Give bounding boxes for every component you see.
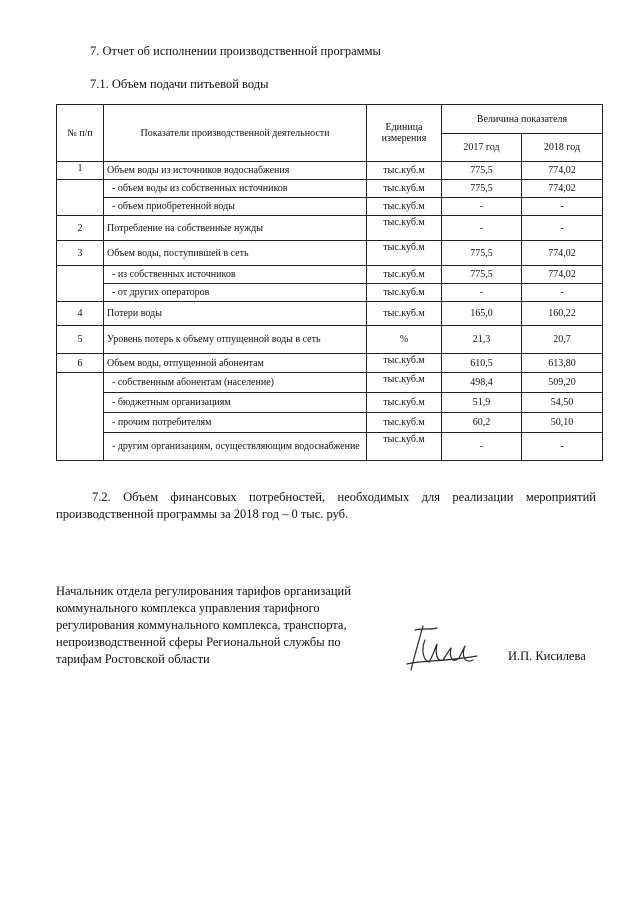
row-indicator: - собственным абонентам (население) [104, 373, 367, 393]
row-number: 2 [57, 216, 104, 241]
row-number: 6 [57, 354, 104, 373]
row-indicator: Объем воды, поступившей в сеть [104, 241, 367, 266]
row-value-2017: 51,9 [442, 393, 522, 413]
row-value-2018: 54,50 [522, 393, 603, 413]
row-value-2017: - [442, 284, 522, 302]
row-value-2017: - [442, 198, 522, 216]
col-header-num: № п/п [57, 105, 104, 162]
table-row [57, 373, 603, 393]
row-indicator: - другим организациям, осуществляющим водоснабжение [104, 433, 367, 461]
row-indicator: - объем приобретенной воды [104, 198, 367, 216]
col-header-indicator: Показатели производственной деятельности [104, 105, 367, 162]
table-row [57, 354, 603, 373]
row-value-2018: 509,20 [522, 373, 603, 393]
row-unit: тыс.куб.м [367, 373, 442, 393]
row-unit: тыс.куб.м [367, 354, 442, 373]
row-unit: тыс.куб.м [367, 302, 442, 326]
table-row [57, 433, 603, 461]
row-value-2018: 774,02 [522, 241, 603, 266]
row-value-2017: 775,5 [442, 266, 522, 284]
row-value-2018: 774,02 [522, 180, 603, 198]
row-indicator: - объем воды из собственных источников [104, 180, 367, 198]
row-number: 5 [57, 326, 104, 354]
row-unit: тыс.куб.м [367, 241, 442, 266]
row-value-2018: 613,80 [522, 354, 603, 373]
row-indicator: - бюджетным организациям [104, 393, 367, 413]
row-value-2017: 60,2 [442, 413, 522, 433]
row-indicator: - от других операторов [104, 284, 367, 302]
table-row [57, 413, 603, 433]
table-row [57, 393, 603, 413]
row-unit: % [367, 326, 442, 354]
row-unit: тыс.куб.м [367, 433, 442, 461]
row-unit: тыс.куб.м [367, 393, 442, 413]
row-number [57, 373, 104, 461]
row-number: 3 [57, 241, 104, 266]
row-indicator: Потери воды [104, 302, 367, 326]
signatory-position: Начальник отдела регулирования тарифов организаций коммунального комплекса управления тарифного регулирования коммунального комплекса, транспорта, непроизводственной сферы Региональной службы по тарифам Ростовской области [56, 584, 351, 666]
col-header-year-2017: 2017 год [442, 134, 522, 162]
row-indicator: Уровень потерь к объему отпущенной воды в сеть [104, 326, 367, 354]
financial-paragraph: 7.2. Объем финансовых потребностей, необходимых для реализации мероприятий производственной программы за 2018 год – 0 тыс. руб. [56, 490, 596, 521]
row-value-2018: - [522, 216, 603, 241]
row-value-2018: 20,7 [522, 326, 603, 354]
row-number [57, 180, 104, 216]
row-unit: тыс.куб.м [367, 266, 442, 284]
col-header-year-2018: 2018 год [522, 134, 603, 162]
row-number: 4 [57, 302, 104, 326]
row-indicator: Потребление на собственные нужды [104, 216, 367, 241]
signatory-name: И.П. Кисилева [508, 649, 586, 663]
subsection-heading: 7.1. Объем подачи питьевой воды [90, 77, 269, 91]
table-row [57, 216, 603, 241]
table-row [57, 162, 603, 180]
row-indicator: - прочим потребителям [104, 413, 367, 433]
row-unit: тыс.куб.м [367, 413, 442, 433]
row-value-2017: 165,0 [442, 302, 522, 326]
col-header-unit: Единица измерения [367, 105, 442, 162]
table-row [57, 198, 603, 216]
row-indicator: Объем воды, отпущенной абонентам [104, 354, 367, 373]
table-row [57, 241, 603, 266]
row-value-2017: 775,5 [442, 180, 522, 198]
row-unit: тыс.куб.м [367, 180, 442, 198]
row-value-2017: 775,5 [442, 241, 522, 266]
row-value-2018: - [522, 198, 603, 216]
row-value-2017: 610,5 [442, 354, 522, 373]
row-unit: тыс.куб.м [367, 216, 442, 241]
row-value-2017: 498,4 [442, 373, 522, 393]
row-value-2017: 775,5 [442, 162, 522, 180]
row-value-2017: 21,3 [442, 326, 522, 354]
row-value-2018: 774,02 [522, 162, 603, 180]
row-unit: тыс.куб.м [367, 284, 442, 302]
section-heading: 7. Отчет об исполнении производственной программы [90, 44, 381, 58]
row-unit: тыс.куб.м [367, 162, 442, 180]
row-indicator: - из собственных источников [104, 266, 367, 284]
row-number [57, 266, 104, 302]
table-row [57, 266, 603, 284]
row-value-2017: - [442, 216, 522, 241]
row-value-2018: 50,10 [522, 413, 603, 433]
row-value-2017: - [442, 433, 522, 461]
row-value-2018: 774,02 [522, 266, 603, 284]
production-table [56, 104, 603, 461]
col-header-value: Величина показателя [442, 105, 603, 134]
row-unit: тыс.куб.м [367, 198, 442, 216]
row-value-2018: - [522, 284, 603, 302]
handwritten-signature [403, 620, 481, 680]
table-row [57, 326, 603, 354]
row-number: 1 [57, 162, 104, 180]
table-row [57, 284, 603, 302]
row-indicator: Объем воды из источников водоснабжения [104, 162, 367, 180]
row-value-2018: 160,22 [522, 302, 603, 326]
table-row [57, 302, 603, 326]
table-row [57, 180, 603, 198]
row-value-2018: - [522, 433, 603, 461]
